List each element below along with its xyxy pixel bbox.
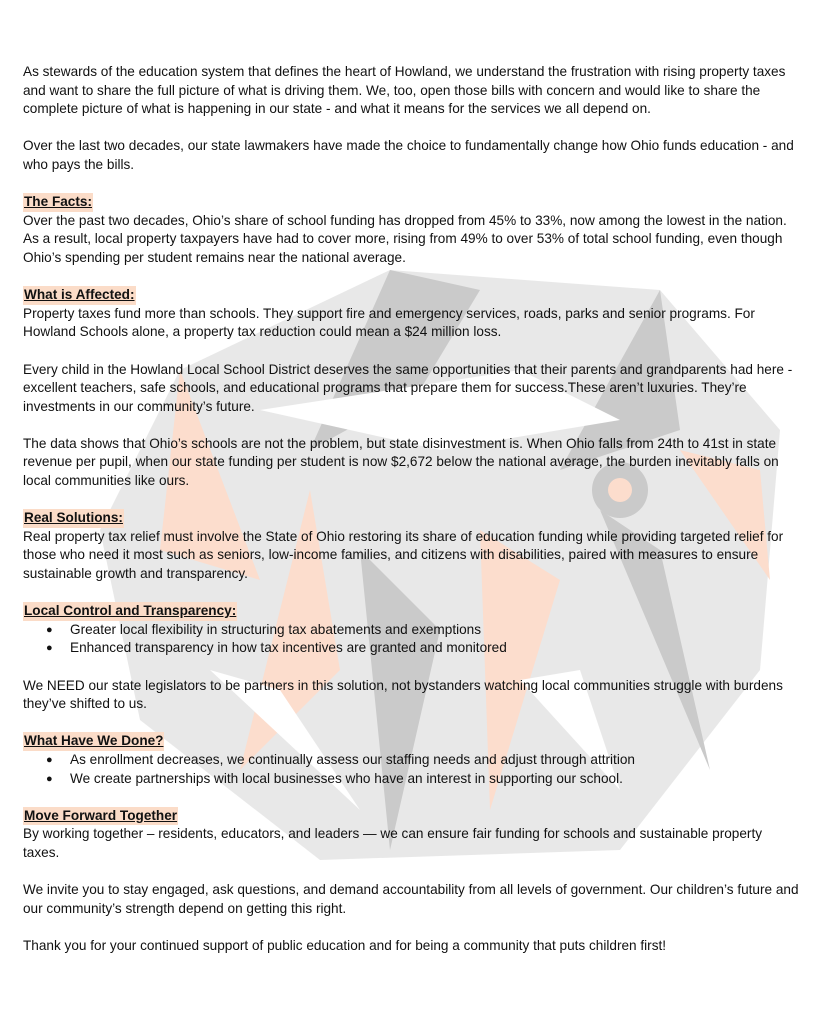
forward-paragraph-1: By working together – residents, educators, and leaders — we can ensure fair funding for schools and sustainable property taxes. xyxy=(23,826,763,860)
affected-paragraph-3: The data shows that Ohio’s schools are not the problem, but state disinvestment is. When Ohio falls from 24th to 41st in state revenue per pupil, when our state funding per student is now $2,672 below the national average, the burden inevitably falls on local communities like ours. xyxy=(23,435,779,489)
facts-heading: The Facts: xyxy=(23,193,93,212)
local-control-list xyxy=(23,621,799,658)
list-item: ● Enhanced transparency in how tax incentives are granted and monitored xyxy=(70,639,799,658)
solutions-body: Real property tax relief must involve the State of Ohio restoring its share of education funding while providing targeted relief for those who need it most such as seniors, low-income families, and citizens with disabilities, paired with measures to ensure sustainable growth and transparency. xyxy=(23,528,784,582)
local-control-heading: Local Control and Transparency: xyxy=(23,602,237,621)
affected-paragraph-2: Every child in the Howland Local School District deserves the same opportunities that their parents and grandparents had here - excellent teachers, safe schools, and educational programs that prepare them for success.These aren’t luxuries. They’re investments in our community’s future. xyxy=(23,361,793,414)
done-heading: What Have We Done? xyxy=(23,732,164,751)
forward-heading: Move Forward Together xyxy=(23,807,178,826)
list-item: ● We create partnerships with local businesses who have an interest in supporting our school. xyxy=(70,770,799,789)
affected-heading: What is Affected: xyxy=(23,286,136,305)
list-item: ● As enrollment decreases, we continually assess our staffing needs and adjust through attrition xyxy=(70,751,799,770)
intro-paragraph-1: As stewards of the education system that defines the heart of Howland, we understand the frustration with rising property taxes and want to share the full picture of what is driving them. We, too, open those bills with concern and would like to share the complete picture of what is happening in our state - and what it means for the services we all depend on. xyxy=(23,64,786,117)
intro-paragraph-2: Over the last two decades, our state lawmakers have made the choice to fundamentally change how Ohio funds education - and who pays the bills. xyxy=(23,138,794,172)
forward-paragraph-3: Thank you for your continued support of public education and for being a community that puts children first! xyxy=(23,937,667,953)
solutions-heading: Real Solutions: xyxy=(23,509,124,528)
legislators-paragraph: We NEED our state legislators to be partners in this solution, not bystanders watching local communities struggle with burdens they’ve shifted to us. xyxy=(23,677,783,712)
facts-body: Over the past two decades, Ohio’s share of school funding has dropped from 45% to 33%, now among the lowest in the nation. As a result, local property taxpayers have had to cover more, rising from 49% to over 53% of total school funding, even though Ohio’s spending per student remains near the national average. xyxy=(23,212,787,265)
affected-paragraph-1: Property taxes fund more than schools. They support fire and emergency services, roads, parks and senior programs. For Howland Schools alone, a property tax reduction could mean a $24 million loss. xyxy=(23,305,755,340)
forward-paragraph-2: We invite you to stay engaged, ask questions, and demand accountability from all levels of government. Our children’s future and our community’s strength depend on getting this right. xyxy=(23,882,799,916)
list-item: ● Greater local flexibility in structuring tax abatements and exemptions xyxy=(70,621,799,640)
done-list xyxy=(23,751,799,788)
